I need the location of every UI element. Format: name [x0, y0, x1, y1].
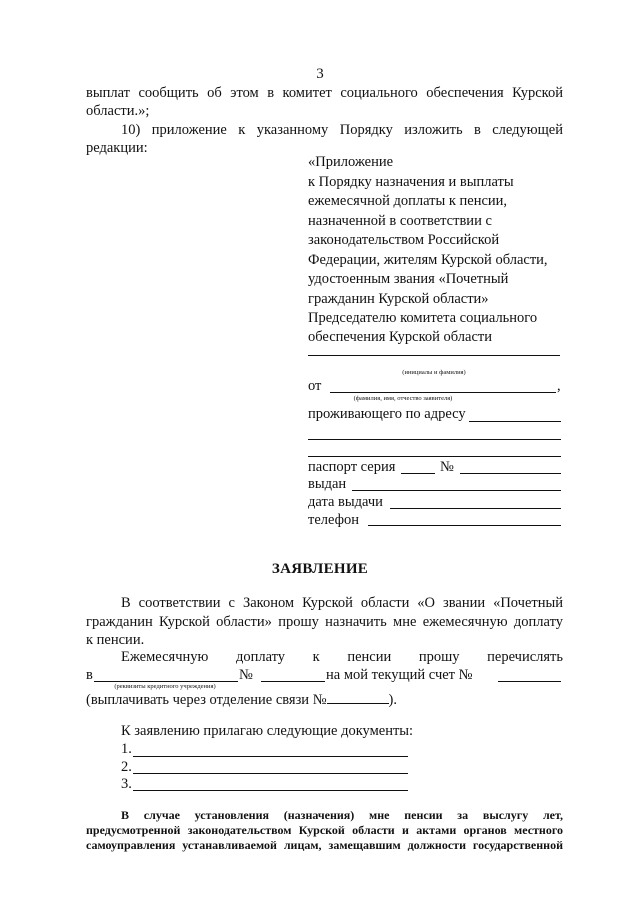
- statement-p1-line3: к пенсии.: [86, 632, 145, 648]
- issue-date-line[interactable]: [390, 508, 561, 509]
- appendix-line: законодательством Российской: [308, 232, 500, 248]
- docs-label: К заявлению прилагаю следующие документы:: [121, 723, 414, 739]
- issue-date-label: дата выдачи: [308, 494, 383, 510]
- appendix-line: к Порядку назначения и выплаты: [308, 173, 514, 190]
- bank-number-line[interactable]: [261, 681, 325, 682]
- from-line[interactable]: [330, 392, 556, 393]
- statement-title: ЗАЯВЛЕНИЕ: [271, 561, 369, 577]
- statement-p2-line1: Ежемесячную доплату к пенсии прошу перечислять: [121, 649, 563, 665]
- footer-line-1: В случае установления (назначения) мне пенсии за выслугу лет,: [121, 808, 563, 822]
- appendix-line: ежемесячной доплаты к пенсии,: [308, 193, 508, 209]
- bank-in-label: в: [86, 667, 93, 683]
- passport-series-label: паспорт серия: [308, 459, 396, 475]
- passport-number-line[interactable]: [460, 473, 561, 474]
- addressee-line-2: обеспечения Курской области: [308, 329, 492, 345]
- statement-p1-line2: гражданин Курской области» прошу назначить мне ежемесячную доплату: [86, 614, 563, 630]
- doc-line-2[interactable]: [133, 773, 408, 774]
- addressee-line-1: Председателю комитета социального: [308, 310, 538, 326]
- bank-details-line[interactable]: [94, 681, 238, 682]
- intro-line-1: выплат сообщить об этом в комитет социального обеспечения Курской: [86, 85, 563, 101]
- appendix-line: гражданин Курской области»: [308, 290, 489, 307]
- post-office-number-line[interactable]: [327, 691, 389, 704]
- statement-p1-line1: В соответствии с Законом Курской области «О звании «Почетный: [121, 595, 563, 611]
- footer-line-3: самоуправления устанавливаемой лицам, замещавшим должности государственной: [86, 838, 563, 852]
- appendix-line: «Приложение: [308, 154, 394, 170]
- address-line-1[interactable]: [469, 421, 561, 422]
- from-comma: ,: [557, 378, 561, 394]
- post-office-text: [86, 691, 397, 711]
- intro-line-4: редакции:: [86, 140, 148, 156]
- address-line-3[interactable]: [308, 456, 561, 457]
- doc-item-1: 1.: [121, 741, 132, 757]
- from-label: от: [308, 378, 322, 394]
- phone-label: телефон: [308, 512, 360, 528]
- intro-line-3: 10) приложение к указанному Порядку изложить в следующей: [121, 122, 563, 138]
- bank-number-label: №: [239, 667, 253, 683]
- phone-line[interactable]: [368, 525, 561, 526]
- address-label: проживающего по адресу: [308, 406, 466, 422]
- initials-line[interactable]: [308, 355, 560, 356]
- doc-item-2: 2.: [121, 759, 132, 775]
- doc-line-3[interactable]: [133, 790, 408, 791]
- account-number-line[interactable]: [498, 681, 561, 682]
- fio-caption: (фамилия, имя, отчество заявителя): [353, 395, 453, 402]
- appendix-line: назначенной в соответствии с: [308, 212, 492, 229]
- post-office-end: ).: [388, 692, 398, 708]
- appendix-line: Федерации, жителям Курской области,: [308, 251, 548, 268]
- issued-line[interactable]: [352, 490, 561, 491]
- issued-label: выдан: [308, 476, 347, 492]
- account-label: на мой текущий счет №: [326, 667, 473, 683]
- doc-line-1[interactable]: [133, 756, 408, 757]
- intro-line-2: области.»;: [86, 103, 150, 119]
- appendix-header: [308, 153, 568, 309]
- footer-line-2: предусмотренной законодательством Курской области и актами органов местного: [86, 823, 563, 837]
- doc-item-3: 3.: [121, 776, 132, 792]
- initials-caption: (инициалы и фамилия): [402, 369, 466, 376]
- post-office-start: (выплачивать через отделение связи №: [86, 692, 327, 708]
- passport-series-line[interactable]: [401, 473, 435, 474]
- page-number: 3: [316, 66, 324, 82]
- bank-caption: (реквизиты кредитного учреждения): [114, 683, 216, 690]
- passport-number-label: №: [440, 459, 454, 475]
- address-line-2[interactable]: [308, 439, 561, 440]
- appendix-line: удостоенным звания «Почетный: [308, 271, 509, 287]
